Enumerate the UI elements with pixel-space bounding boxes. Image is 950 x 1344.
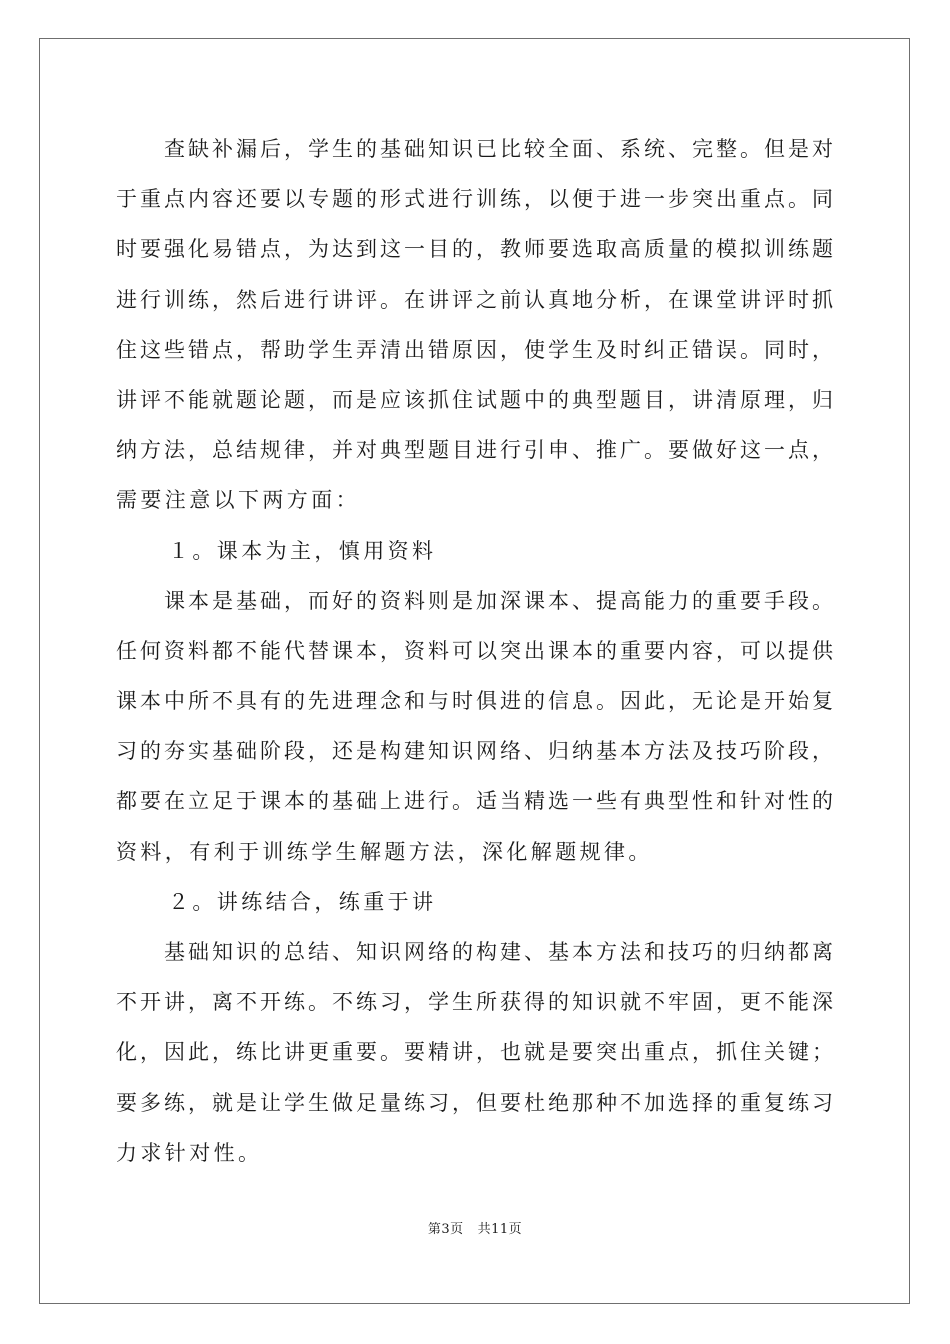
section-heading-2: ２。讲练结合，练重于讲	[168, 889, 437, 914]
paragraph-line: 课本中所不具有的先进理念和与时俱进的信息。因此，无论是开始复	[116, 689, 836, 714]
paragraph-line: 化，因此，练比讲更重要。要精讲，也就是要突出重点，抓住关键；	[116, 1040, 836, 1065]
paragraph-line: 纳方法，总结规律，并对典型题目进行引申、推广。要做好这一点，	[116, 438, 836, 463]
page-total: 共11页	[477, 1222, 523, 1237]
paragraph-line: 都要在立足于课本的基础上进行。适当精选一些有典型性和针对性的	[116, 789, 836, 814]
paragraph-line: 进行训练，然后进行讲评。在讲评之前认真地分析，在课堂讲评时抓	[116, 287, 836, 312]
paragraph-line: 需要注意以下两方面：	[116, 488, 360, 513]
paragraph-line: 要多练，就是让学生做足量练习，但要杜绝那种不加选择的重复练习	[116, 1090, 836, 1115]
paragraph-line: 讲评不能就题论题，而是应该抓住试题中的典型题目，讲清原理，归	[116, 387, 836, 412]
paragraph-line: 住这些错点，帮助学生弄清出错原因，使学生及时纠正错误。同时，	[116, 337, 836, 362]
page-number: 第3页	[427, 1222, 464, 1237]
paragraph-line: 于重点内容还要以专题的形式进行训练，以便于进一步突出重点。同	[116, 187, 836, 212]
paragraph-line: 资料，有利于训练学生解题方法，深化解题规律。	[116, 839, 653, 864]
paragraph-line: 力求针对性。	[116, 1140, 263, 1165]
paragraph-line: 任何资料都不能代替课本，资料可以突出课本的重要内容，可以提供	[116, 638, 836, 663]
section-heading-1: １。课本为主，慎用资料	[168, 538, 437, 563]
paragraph-line: 基础知识的总结、知识网络的构建、基本方法和技巧的归纳都离	[164, 940, 836, 964]
page-footer	[0, 1218, 950, 1237]
paragraph-line: 查缺补漏后，学生的基础知识已比较全面、系统、完整。但是对	[164, 137, 836, 161]
paragraph-line: 课本是基础，而好的资料则是加深课本、提高能力的重要手段。	[164, 588, 836, 613]
paragraph-line: 不开讲，离不开练。不练习，学生所获得的知识就不牢固，更不能深	[116, 990, 836, 1015]
paragraph-line: 时要强化易错点，为达到这一目的，教师要选取高质量的模拟训练题	[116, 237, 836, 262]
paragraph-line: 习的夯实基础阶段，还是构建知识网络、归纳基本方法及技巧阶段，	[116, 739, 836, 764]
document-body	[116, 124, 836, 1178]
